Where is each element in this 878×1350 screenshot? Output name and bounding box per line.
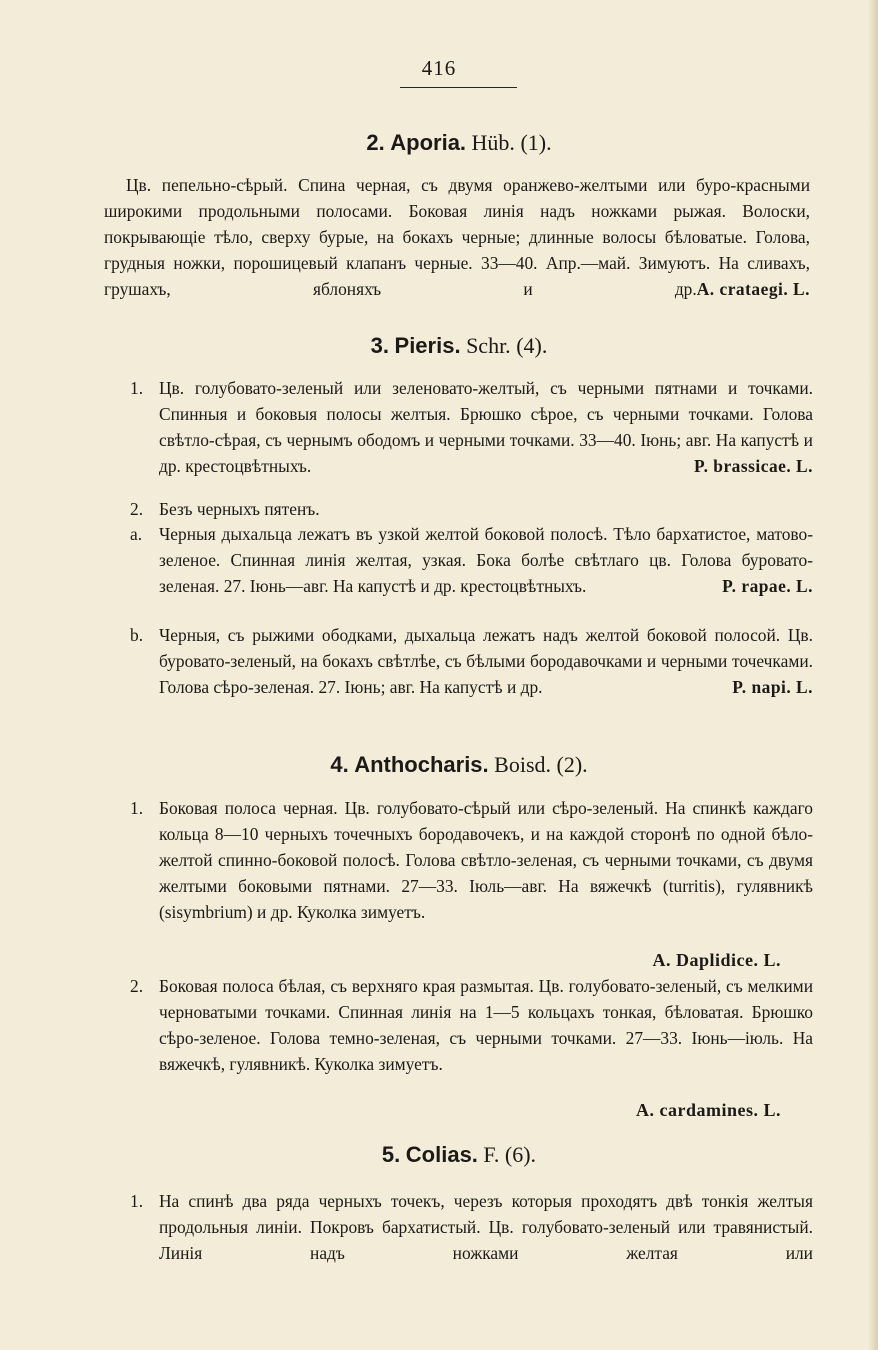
item-marker: 2. bbox=[130, 499, 144, 519]
description-text: Цв. пепельно-сѣрый. Спина черная, съ двумя оранжево-желтыми или буро-красными широкими продольными полосами. Боковая линія надъ ножками рыжая. Волоски, покрывающіе тѣло, сверху бурые, на бокахъ черные; длинные волосы бѣловатые. Голова, грудныя ножки, порошицевый клапанъ черные. 33—40. Апр.—май. Зимуютъ. На сливахъ, грушахъ, яблоняхъ и др. bbox=[104, 175, 810, 299]
species-count: (4). bbox=[516, 333, 548, 358]
species-name: A. Daplidice. L. bbox=[652, 950, 781, 970]
key-item bbox=[159, 1188, 813, 1266]
section-heading-anthocharis bbox=[0, 752, 878, 778]
genus-author: Schr. bbox=[466, 333, 511, 358]
genus-name: Pieris. bbox=[394, 333, 461, 358]
description-text: Боковая полоса черная. Цв. голубовато-сѣрый или сѣро-зеленый. На спинкѣ каждаго кольца 8—10 черныхъ точечныхъ бородавочекъ, и на каждой сторонѣ по одной бѣло-желтой спинно-боковой полосѣ. Голова свѣтло-зеленая, съ черными точками, съ двумя желтыми боковыми пятнами. 27—33. Іюль—авг. На вяжечкѣ (turritis), гулявникѣ (sisymbrium) и др. Куколка зимуетъ. bbox=[159, 798, 813, 922]
section-number: 3. bbox=[370, 333, 390, 358]
section-heading-colias bbox=[0, 1142, 878, 1168]
section-heading-aporia bbox=[0, 130, 878, 156]
section-number: 4. bbox=[330, 752, 349, 777]
species-name: A. crataegi. L. bbox=[696, 279, 810, 299]
key-item bbox=[159, 973, 813, 1077]
item-marker: 1. bbox=[130, 378, 144, 398]
item-marker: 1. bbox=[130, 798, 144, 818]
key-item bbox=[159, 521, 813, 599]
genus-author: Boisd. bbox=[494, 752, 552, 777]
description-text: Боковая полоса бѣлая, съ верхняго края размытая. Цв. голубовато-зеленый, съ мелкими черноватыми точками. Спинная линія на 1—5 кольцахъ тонкая, бѣловатая. Брюшко сѣро-зеленое. Голова темно-зеленая, съ черными точками. 27—33. Іюнь—іюль. На вяжечкѣ, гулявникѣ. Куколка зимуетъ. bbox=[159, 976, 813, 1074]
page-number: 416 bbox=[421, 56, 457, 80]
key-item bbox=[159, 622, 813, 700]
species-name: P. napi. L. bbox=[732, 677, 813, 697]
section-text-aporia bbox=[104, 172, 810, 302]
genus-author: Hüb. bbox=[471, 130, 515, 155]
description-text: Цв. голубовато-зеленый или зеленовато-желтый, съ черными пятнами и точками. Спинныя и боковыя полосы желтыя. Брюшко сѣрое, съ черными точками. Голова свѣтло-сѣрая, съ чернымъ ободомъ и черными точками. 33—40. Іюнь; авг. На капустѣ и др. крестоцвѣтныхъ. bbox=[159, 378, 813, 476]
key-item bbox=[159, 496, 813, 522]
section-heading-pieris bbox=[0, 333, 878, 359]
item-marker: 2. bbox=[130, 976, 144, 996]
key-item bbox=[159, 795, 813, 925]
genus-name: Colias. bbox=[405, 1142, 478, 1167]
species-count: (1). bbox=[520, 130, 552, 155]
header-rule bbox=[400, 87, 517, 88]
description-text: Черныя дыхальца лежатъ въ узкой желтой боковой полосѣ. Тѣло бархатистое, матово-зеленое. Спинная линія желтая, узкая. Бока болѣе свѣтлаго цв. Голова буровато-зеленая. 27. Іюнь—авг. На капустѣ и др. крестоцвѣтныхъ. bbox=[159, 524, 813, 596]
species-name: A. cardamines. L. bbox=[636, 1100, 781, 1120]
item-marker: a. bbox=[130, 524, 143, 544]
genus-name: Aporia. bbox=[390, 130, 467, 155]
section-number: 2. bbox=[366, 130, 385, 155]
description-text: Черныя, съ рыжими ободками, дыхальца лежатъ надъ желтой боковой полосой. Цв. буровато-зеленый, на бокахъ свѣтлѣе, съ бѣлыми бородавочками и черными точечками. Голова сѣро-зеленая. 27. Іюнь; авг. На капустѣ и др. bbox=[159, 625, 813, 697]
item-marker: b. bbox=[130, 625, 144, 645]
species-name: P. brassicae. L. bbox=[694, 456, 813, 476]
item-marker: 1. bbox=[130, 1191, 144, 1211]
species-name: P. rapae. L. bbox=[722, 576, 813, 596]
species-count: (6). bbox=[504, 1142, 537, 1167]
section-number: 5. bbox=[381, 1142, 401, 1167]
key-item bbox=[159, 375, 813, 479]
genus-name: Anthocharis. bbox=[354, 752, 489, 777]
description-text: Безъ черныхъ пятенъ. bbox=[159, 499, 320, 519]
species-count: (2). bbox=[556, 752, 588, 777]
genus-author: F. bbox=[483, 1142, 500, 1167]
description-text: На спинѣ два ряда черныхъ точекъ, черезъ которыя проходятъ двѣ тонкія желтыя продольныя линіи. Покровъ бархатистый. Цв. голубовато-зеленый или травянистый. Линія надъ ножками желтая или bbox=[159, 1191, 813, 1263]
